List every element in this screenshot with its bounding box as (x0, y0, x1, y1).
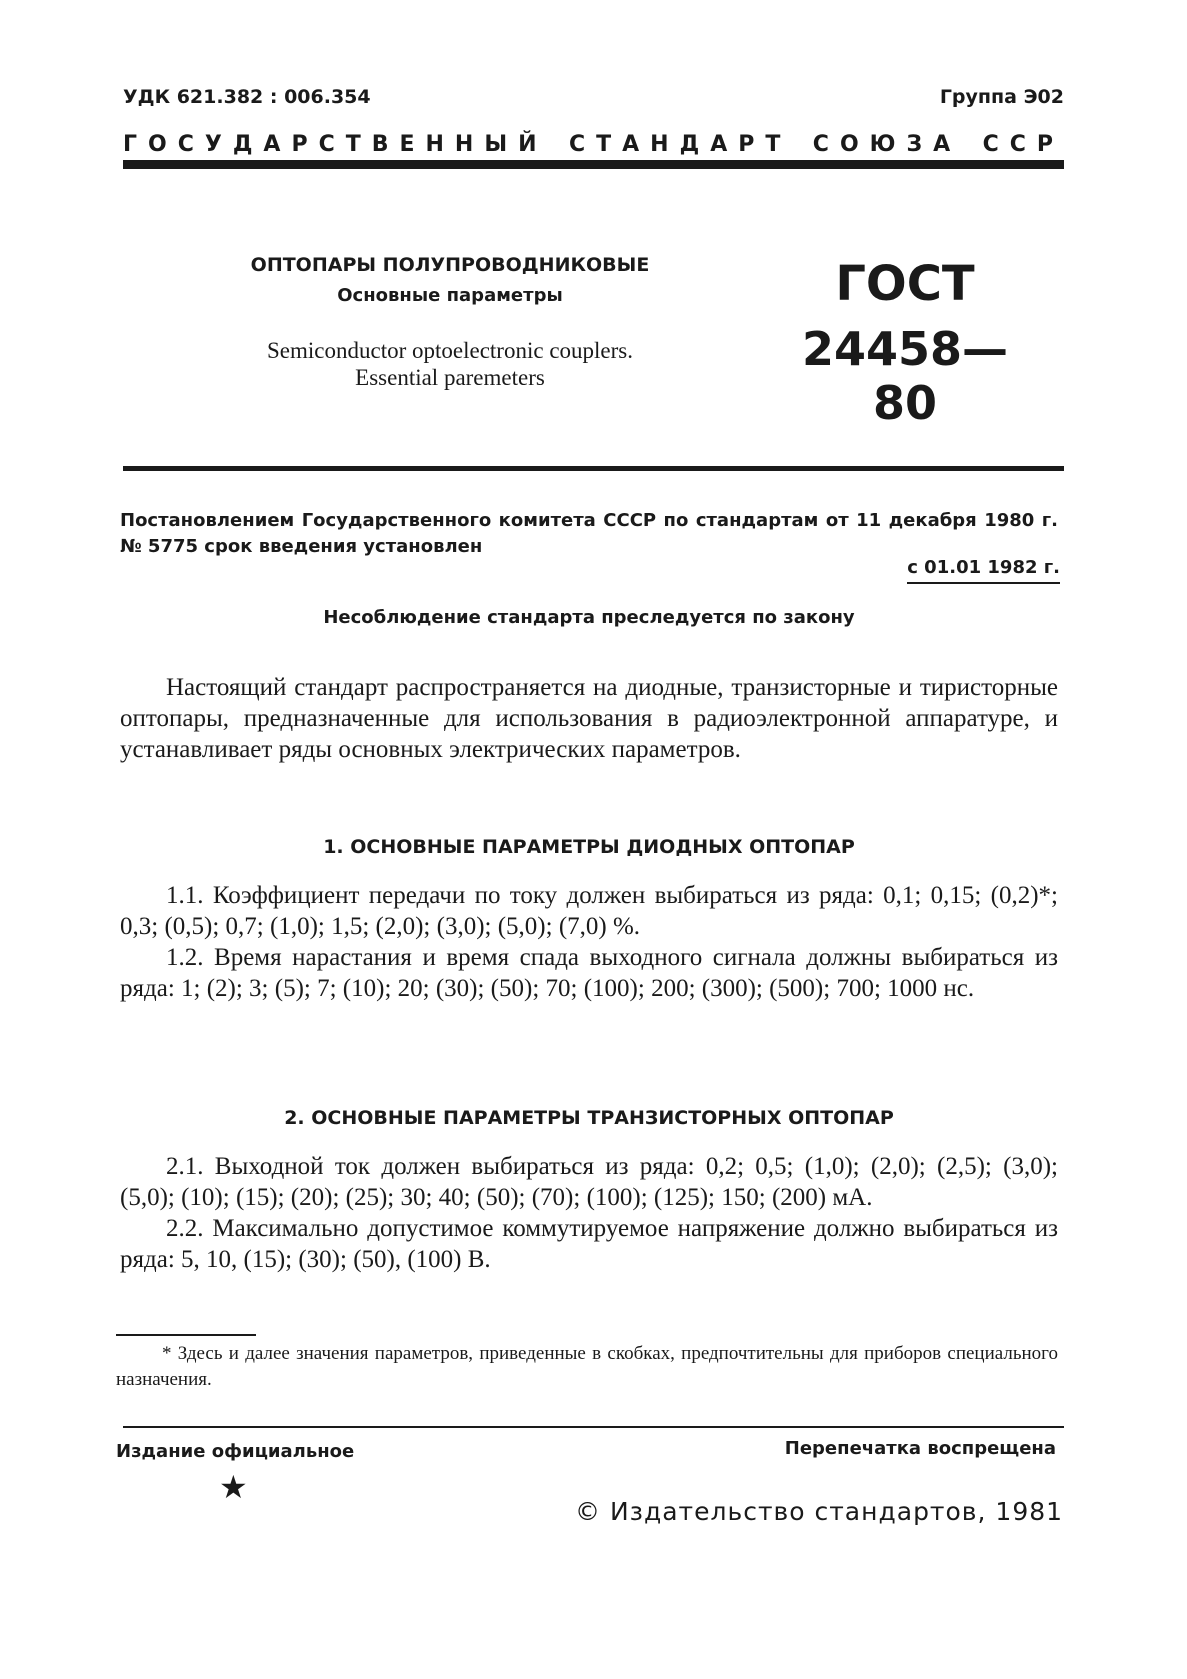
gost-number: 24458—80 (801, 322, 1009, 430)
paragraph-2-1: 2.1. Выходной ток должен выбираться из ряда: 0,2; 0,5; (1,0); (2,0); (2,5); (3,0); (5,0); (10); (15); (20); (25); 30; 40; (50); (70); (100); (125); 150; (200) мА. (120, 1153, 1058, 1211)
document-title-en (200, 337, 700, 391)
official-edition: Издание официальное (116, 1441, 355, 1462)
footnote: * Здесь и далее значения параметров, приведенные в скобках, предпочтительны для приборов специального назначения. (116, 1343, 1058, 1390)
section-1-body (120, 880, 1058, 1004)
header-rule (123, 160, 1064, 169)
copyright: © Издательство стандартов, 1981 (575, 1497, 1064, 1526)
section-2-heading: 2. ОСНОВНЫЕ ПАРАМЕТРЫ ТРАНЗИСТОРНЫХ ОПТОПАР (284, 1107, 894, 1129)
document-subtitle-ru: Основные параметры (337, 285, 563, 306)
footer-rule (123, 1426, 1064, 1428)
document-title-ru: ОПТОПАРЫ ПОЛУПРОВОДНИКОВЫЕ (250, 254, 650, 276)
group-code: Группа Э02 (939, 86, 1064, 108)
intro-paragraph (120, 672, 1058, 765)
star-icon: ★ (219, 1469, 248, 1505)
law-notice: Несоблюдение стандарта преследуется по закону (323, 607, 855, 628)
title-rule (123, 466, 1064, 471)
reprint-notice: Перепечатка воспрещена (784, 1438, 1056, 1459)
section-1-heading: 1. ОСНОВНЫЕ ПАРАМЕТРЫ ДИОДНЫХ ОПТОПАР (323, 836, 855, 858)
paragraph-1-1: 1.1. Коэффициент передачи по току должен выбираться из ряда: 0,1; 0,15; (0,2)*; 0,3; (0,5); 0,7; (1,0); 1,5; (2,0); (3,0); (5,0); (7,0) %. (120, 882, 1058, 940)
section-2-body (120, 1151, 1058, 1275)
udk-code: УДК 621.382 : 006.354 (123, 86, 371, 108)
footnote-rule (116, 1334, 256, 1336)
paragraph-1-2: 1.2. Время нарастания и время спада выходного сигнала должны выбираться из ряда: 1; (2); 3; (5); 7; (10); 20; (30); (50); 70; (100); 200; (300); (500); 700; 1000 нс. (120, 944, 1058, 1002)
title-en-line-1: Semiconductor optoelectronic couplers. (267, 338, 633, 363)
paragraph-2-2: 2.2. Максимально допустимое коммутируемое напряжение должно выбираться из ряда: 5, 10, (15); (30); (50), (100) В. (120, 1215, 1058, 1273)
introduction-date: с 01.01 1982 г. (907, 557, 1060, 584)
intro-text: Настоящий стандарт распространяется на диодные, транзисторные и тиристорные оптопары, предназначенные для использования в радиоэлектронной аппаратуре, и устанавливает ряды основных электрических параметров. (120, 674, 1058, 763)
decree-text: Постановлением Государственного комитета СССР по стандартам от 11 декабря 1980 г. № 5775 срок введения установлен (120, 510, 1058, 557)
title-en-line-2: Essential paremeters (355, 365, 545, 390)
gost-label: ГОСТ (835, 256, 975, 312)
state-standard-banner: ГОСУДАРСТВЕННЫЙ СТАНДАРТ СОЮЗА ССР (123, 132, 1064, 157)
